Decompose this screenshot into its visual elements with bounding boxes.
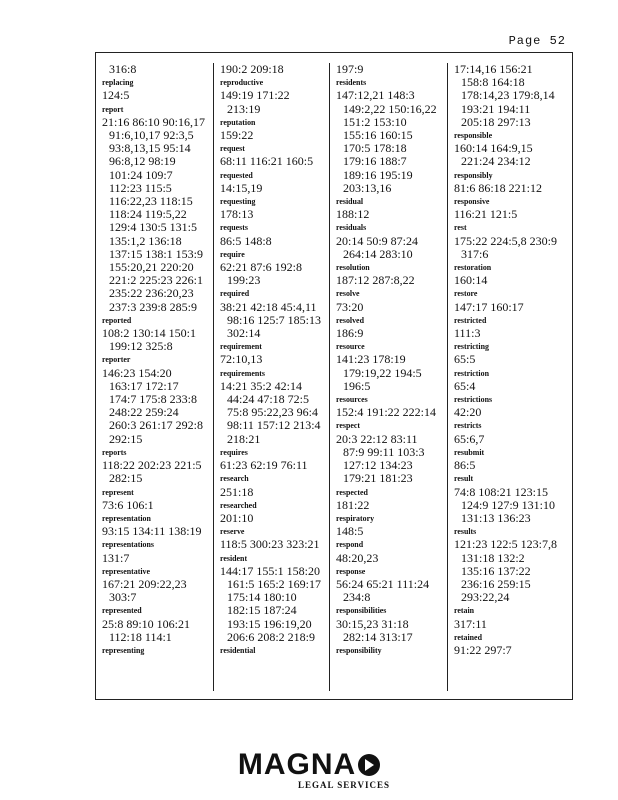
page-line-references: 175:14 180:10 (227, 590, 297, 605)
page-line-references: 147:12,21 148:3 (336, 88, 415, 103)
page-line-references: 14:21 35:2 42:14 (220, 378, 303, 393)
page-line-references: 81:6 86:18 221:12 (454, 180, 543, 195)
page-line-references: 251:18 (220, 484, 254, 499)
page-line-references: 199:12 325:8 (109, 339, 173, 354)
page-line-references: 65:6,7 (454, 431, 485, 446)
page-line-references: 20:3 22:12 83:11 (336, 431, 418, 446)
page-line-references: 93:8,13,15 95:14 (109, 141, 191, 156)
page-line-references: 316:8 (109, 63, 137, 76)
page-line-references: 98:16 125:7 185:13 (227, 312, 322, 327)
index-term: restoration (454, 262, 492, 273)
page-line-references: 68:11 116:21 160:5 (220, 154, 314, 169)
page-line-references: 160:14 164:9,15 (454, 141, 533, 156)
index-term: representation (102, 512, 151, 523)
index-term: restriction (454, 367, 489, 378)
page-line-references: 61:23 62:19 76:11 (220, 458, 308, 473)
page-line-references: 196:5 (343, 378, 371, 393)
index-term: resident (220, 552, 248, 563)
page-line-references: 236:16 259:15 (461, 576, 531, 591)
page-line-references: 91:6,10,17 92:3,5 (109, 128, 194, 143)
page-line-references: 141:23 178:19 (336, 352, 406, 367)
page-line-references: 181:22 (336, 497, 370, 512)
page-line-references: 160:14 (454, 273, 488, 288)
index-term: research (220, 473, 249, 484)
page-line-references: 317:6 (461, 246, 489, 261)
page-line-references: 111:3 (454, 326, 481, 341)
page-line-references: 42:20 (454, 405, 482, 420)
page-line-references: 221:24 234:12 (461, 154, 531, 169)
index-term: resource (336, 341, 365, 352)
index-term: respond (336, 539, 364, 550)
page-line-references: 317:11 (454, 616, 487, 631)
page-line-references: 73:6 106:1 (102, 497, 154, 512)
page-line-references: 163:17 172:17 (109, 378, 179, 393)
page-line-references: 199:23 (227, 273, 261, 288)
page-line-references: 167:21 209:22,23 (102, 576, 187, 591)
page-line-references: 73:20 (336, 299, 364, 314)
index-term: resolve (336, 288, 360, 299)
page-line-references: 248:22 259:24 (109, 405, 179, 420)
page-line-references: 91:22 297:7 (454, 642, 512, 657)
page-line-references: 193:15 196:19,20 (227, 616, 312, 631)
page-line-references: 260:3 261:17 292:8 (109, 418, 204, 433)
index-term: residuals (336, 222, 367, 233)
index-term: replacing (102, 77, 134, 88)
page-line-references: 206:6 208:2 218:9 (227, 629, 316, 644)
page-line-references: 72:10,13 (220, 352, 263, 367)
index-term: reporter (102, 354, 131, 365)
index-term: respiratory (336, 512, 375, 523)
index-term: represent (102, 486, 134, 497)
page-line-references: 87:9 99:11 103:3 (343, 444, 425, 459)
index-column-4 (448, 63, 572, 693)
page-line-references: 93:15 134:11 138:19 (102, 524, 202, 539)
index-term: restricts (454, 420, 482, 431)
index-column-2 (214, 63, 328, 693)
page-line-references: 264:14 283:10 (343, 246, 413, 261)
page-line-references: 30:15,23 31:18 (336, 616, 409, 631)
page-line-references: 86:5 148:8 (220, 233, 272, 248)
page-line-references: 62:21 87:6 192:8 (220, 260, 303, 275)
index-term: representative (102, 565, 151, 576)
index-term: resources (336, 394, 368, 405)
page-line-references: 182:15 187:24 (227, 603, 297, 618)
page-line-references: 178:13 (220, 207, 254, 222)
index-term: resubmit (454, 446, 485, 457)
page-line-references: 292:15 (109, 431, 143, 446)
page-line-references: 86:5 (454, 458, 476, 473)
page-line-references: 235:22 236:20,23 (109, 286, 194, 301)
index-term: responsible (454, 130, 493, 141)
page-line-references: 189:16 195:19 (343, 167, 413, 182)
page-line-references: 197:9 (336, 63, 364, 76)
page-line-references: 101:24 109:7 (109, 167, 173, 182)
page-line-references: 108:2 130:14 150:1 (102, 326, 197, 341)
page-line-references: 149:2,22 150:16,22 (343, 101, 437, 116)
page-line-references: 14:15,19 (220, 180, 263, 195)
index-term: reports (102, 446, 127, 457)
page-line-references: 203:13,16 (343, 180, 392, 195)
index-term: results (454, 526, 477, 537)
index-term: restrictions (454, 394, 493, 405)
index-term: researched (220, 499, 257, 510)
page-line-references: 237:3 239:8 285:9 (109, 299, 198, 314)
page-line-references: 112:18 114:1 (109, 629, 172, 644)
page-line-references: 112:23 115:5 (109, 180, 172, 195)
page-line-references: 174:7 175:8 233:8 (109, 392, 198, 407)
page-line-references: 121:23 122:5 123:7,8 (454, 537, 558, 552)
index-term: rest (454, 222, 467, 233)
page-line-references: 190:2 209:18 (220, 63, 284, 76)
page-line-references: 151:2 153:10 (343, 114, 407, 129)
index-term: require (220, 248, 245, 259)
index-term: requires (220, 446, 248, 457)
page-line-references: 179:16 188:7 (343, 154, 407, 169)
page-line-references: 175:22 224:5,8 230:9 (454, 233, 558, 248)
index-term: representations (102, 539, 154, 550)
index-term: responsibly (454, 169, 493, 180)
page-line-references: 116:22,23 118:15 (109, 194, 193, 209)
index-term: responsibilities (336, 605, 387, 616)
page-line-references: 124:5 (102, 88, 130, 103)
index-term: residents (336, 77, 367, 88)
page-line-references: 20:14 50:9 87:24 (336, 233, 419, 248)
page-line-references: 135:16 137:22 (461, 563, 531, 578)
index-term: retained (454, 631, 482, 642)
page-line-references: 127:12 134:23 (343, 458, 413, 473)
page-line-references: 118:24 119:5,22 (109, 207, 187, 222)
logo-word: MAGNA (237, 748, 357, 781)
page-line-references: 149:19 171:22 (220, 88, 290, 103)
page-line-references: 302:14 (227, 326, 261, 341)
index-term: residual (336, 196, 364, 207)
index-column-3 (330, 63, 446, 693)
page-line-references: 161:5 165:2 169:17 (227, 576, 322, 591)
page-line-references: 148:5 (336, 524, 364, 539)
index-term: requirements (220, 367, 265, 378)
page-line-references: 159:22 (220, 128, 254, 143)
index-term: reported (102, 314, 132, 325)
page-line-references: 155:16 160:15 (343, 128, 413, 143)
index-page-frame (95, 52, 573, 700)
page-line-references: 98:11 157:12 213:4 (227, 418, 321, 433)
index-term: reserve (220, 526, 245, 537)
page-line-references: 218:21 (227, 431, 261, 446)
page-line-references: 48:20,23 (336, 550, 379, 565)
page-line-references: 96:8,12 98:19 (109, 154, 176, 169)
page-line-references: 158:8 164:18 (461, 75, 525, 90)
index-term: representing (102, 644, 145, 655)
page-line-references: 201:10 (220, 510, 254, 525)
index-term: requesting (220, 196, 256, 207)
page-line-references: 170:5 178:18 (343, 141, 407, 156)
page-line-references: 135:1,2 136:18 (109, 233, 182, 248)
index-term: restricting (454, 341, 489, 352)
index-term: restricted (454, 314, 487, 325)
page-line-references: 118:5 300:23 323:21 (220, 537, 320, 552)
page-line-references: 75:8 95:22,23 96:4 (227, 405, 319, 420)
page-line-references: 21:16 86:10 90:16,17 (102, 114, 206, 129)
index-term: requested (220, 169, 253, 180)
index-term: reputation (220, 116, 256, 127)
index-term: represented (102, 605, 142, 616)
page-line-references: 129:4 130:5 131:5 (109, 220, 198, 235)
page-line-references: 205:18 297:13 (461, 114, 531, 129)
index-term: responsibility (336, 644, 382, 655)
index-term: report (102, 103, 124, 114)
index-term: residential (220, 644, 256, 655)
index-term: request (220, 143, 245, 154)
page-line-references: 124:9 127:9 131:10 (461, 497, 556, 512)
page-line-references: 282:14 313:17 (343, 629, 413, 644)
index-term: restore (454, 288, 478, 299)
page-line-references: 179:19,22 194:5 (343, 365, 422, 380)
index-term: reproductive (220, 77, 264, 88)
page-line-references: 131:13 136:23 (461, 510, 531, 525)
page-line-references: 155:20,21 220:20 (109, 260, 194, 275)
index-term: requirement (220, 341, 262, 352)
page-line-references: 38:21 42:18 45:4,11 (220, 299, 317, 314)
page-line-references: 213:19 (227, 101, 261, 116)
page-line-references: 147:17 160:17 (454, 299, 524, 314)
index-term: resolved (336, 314, 364, 325)
page-line-references: 131:18 132:2 (461, 550, 525, 565)
page-line-references: 303:7 (109, 590, 137, 605)
magna-logo (0, 748, 618, 790)
page-line-references: 137:15 138:1 153:9 (109, 246, 204, 261)
page-line-references: 234:8 (343, 590, 371, 605)
page-line-references: 221:2 225:23 226:1 (109, 273, 204, 288)
page-line-references: 25:8 89:10 106:21 (102, 616, 191, 631)
page-line-references: 293:22,24 (461, 590, 510, 605)
page-line-references: 65:5 (454, 352, 476, 367)
page-line-references: 74:8 108:21 123:15 (454, 484, 549, 499)
page-line-references: 56:24 65:21 111:24 (336, 576, 430, 591)
page-line-references: 131:7 (102, 550, 130, 565)
page-line-references: 144:17 155:1 158:20 (220, 563, 321, 578)
index-term: required (220, 288, 250, 299)
page-line-references: 65:4 (454, 378, 476, 393)
page-line-references: 17:14,16 156:21 (454, 63, 533, 76)
index-term: respected (336, 486, 368, 497)
page-line-references: 152:4 191:22 222:14 (336, 405, 437, 420)
index-column-1 (96, 63, 212, 693)
page-line-references: 179:21 181:23 (343, 471, 413, 486)
index-term: retain (454, 605, 475, 616)
page-line-references: 193:21 194:11 (461, 101, 531, 116)
page-number: Page 52 (508, 34, 566, 48)
index-term: resolution (336, 262, 370, 273)
logo-subtitle: LEGAL SERVICES (298, 780, 390, 790)
page-line-references: 118:22 202:23 221:5 (102, 458, 202, 473)
arrow-icon (358, 754, 380, 776)
index-term: respect (336, 420, 361, 431)
page-line-references: 44:24 47:18 72:5 (227, 392, 310, 407)
index-term: response (336, 565, 366, 576)
page-line-references: 282:15 (109, 471, 143, 486)
page-line-references: 178:14,23 179:8,14 (461, 88, 555, 103)
index-term: responsive (454, 196, 490, 207)
page-line-references: 188:12 (336, 207, 370, 222)
index-term: result (454, 473, 474, 484)
page-line-references: 116:21 121:5 (454, 207, 518, 222)
page-line-references: 186:9 (336, 326, 364, 341)
index-term: requests (220, 222, 248, 233)
page-line-references: 187:12 287:8,22 (336, 273, 415, 288)
page-line-references: 146:23 154:20 (102, 365, 172, 380)
